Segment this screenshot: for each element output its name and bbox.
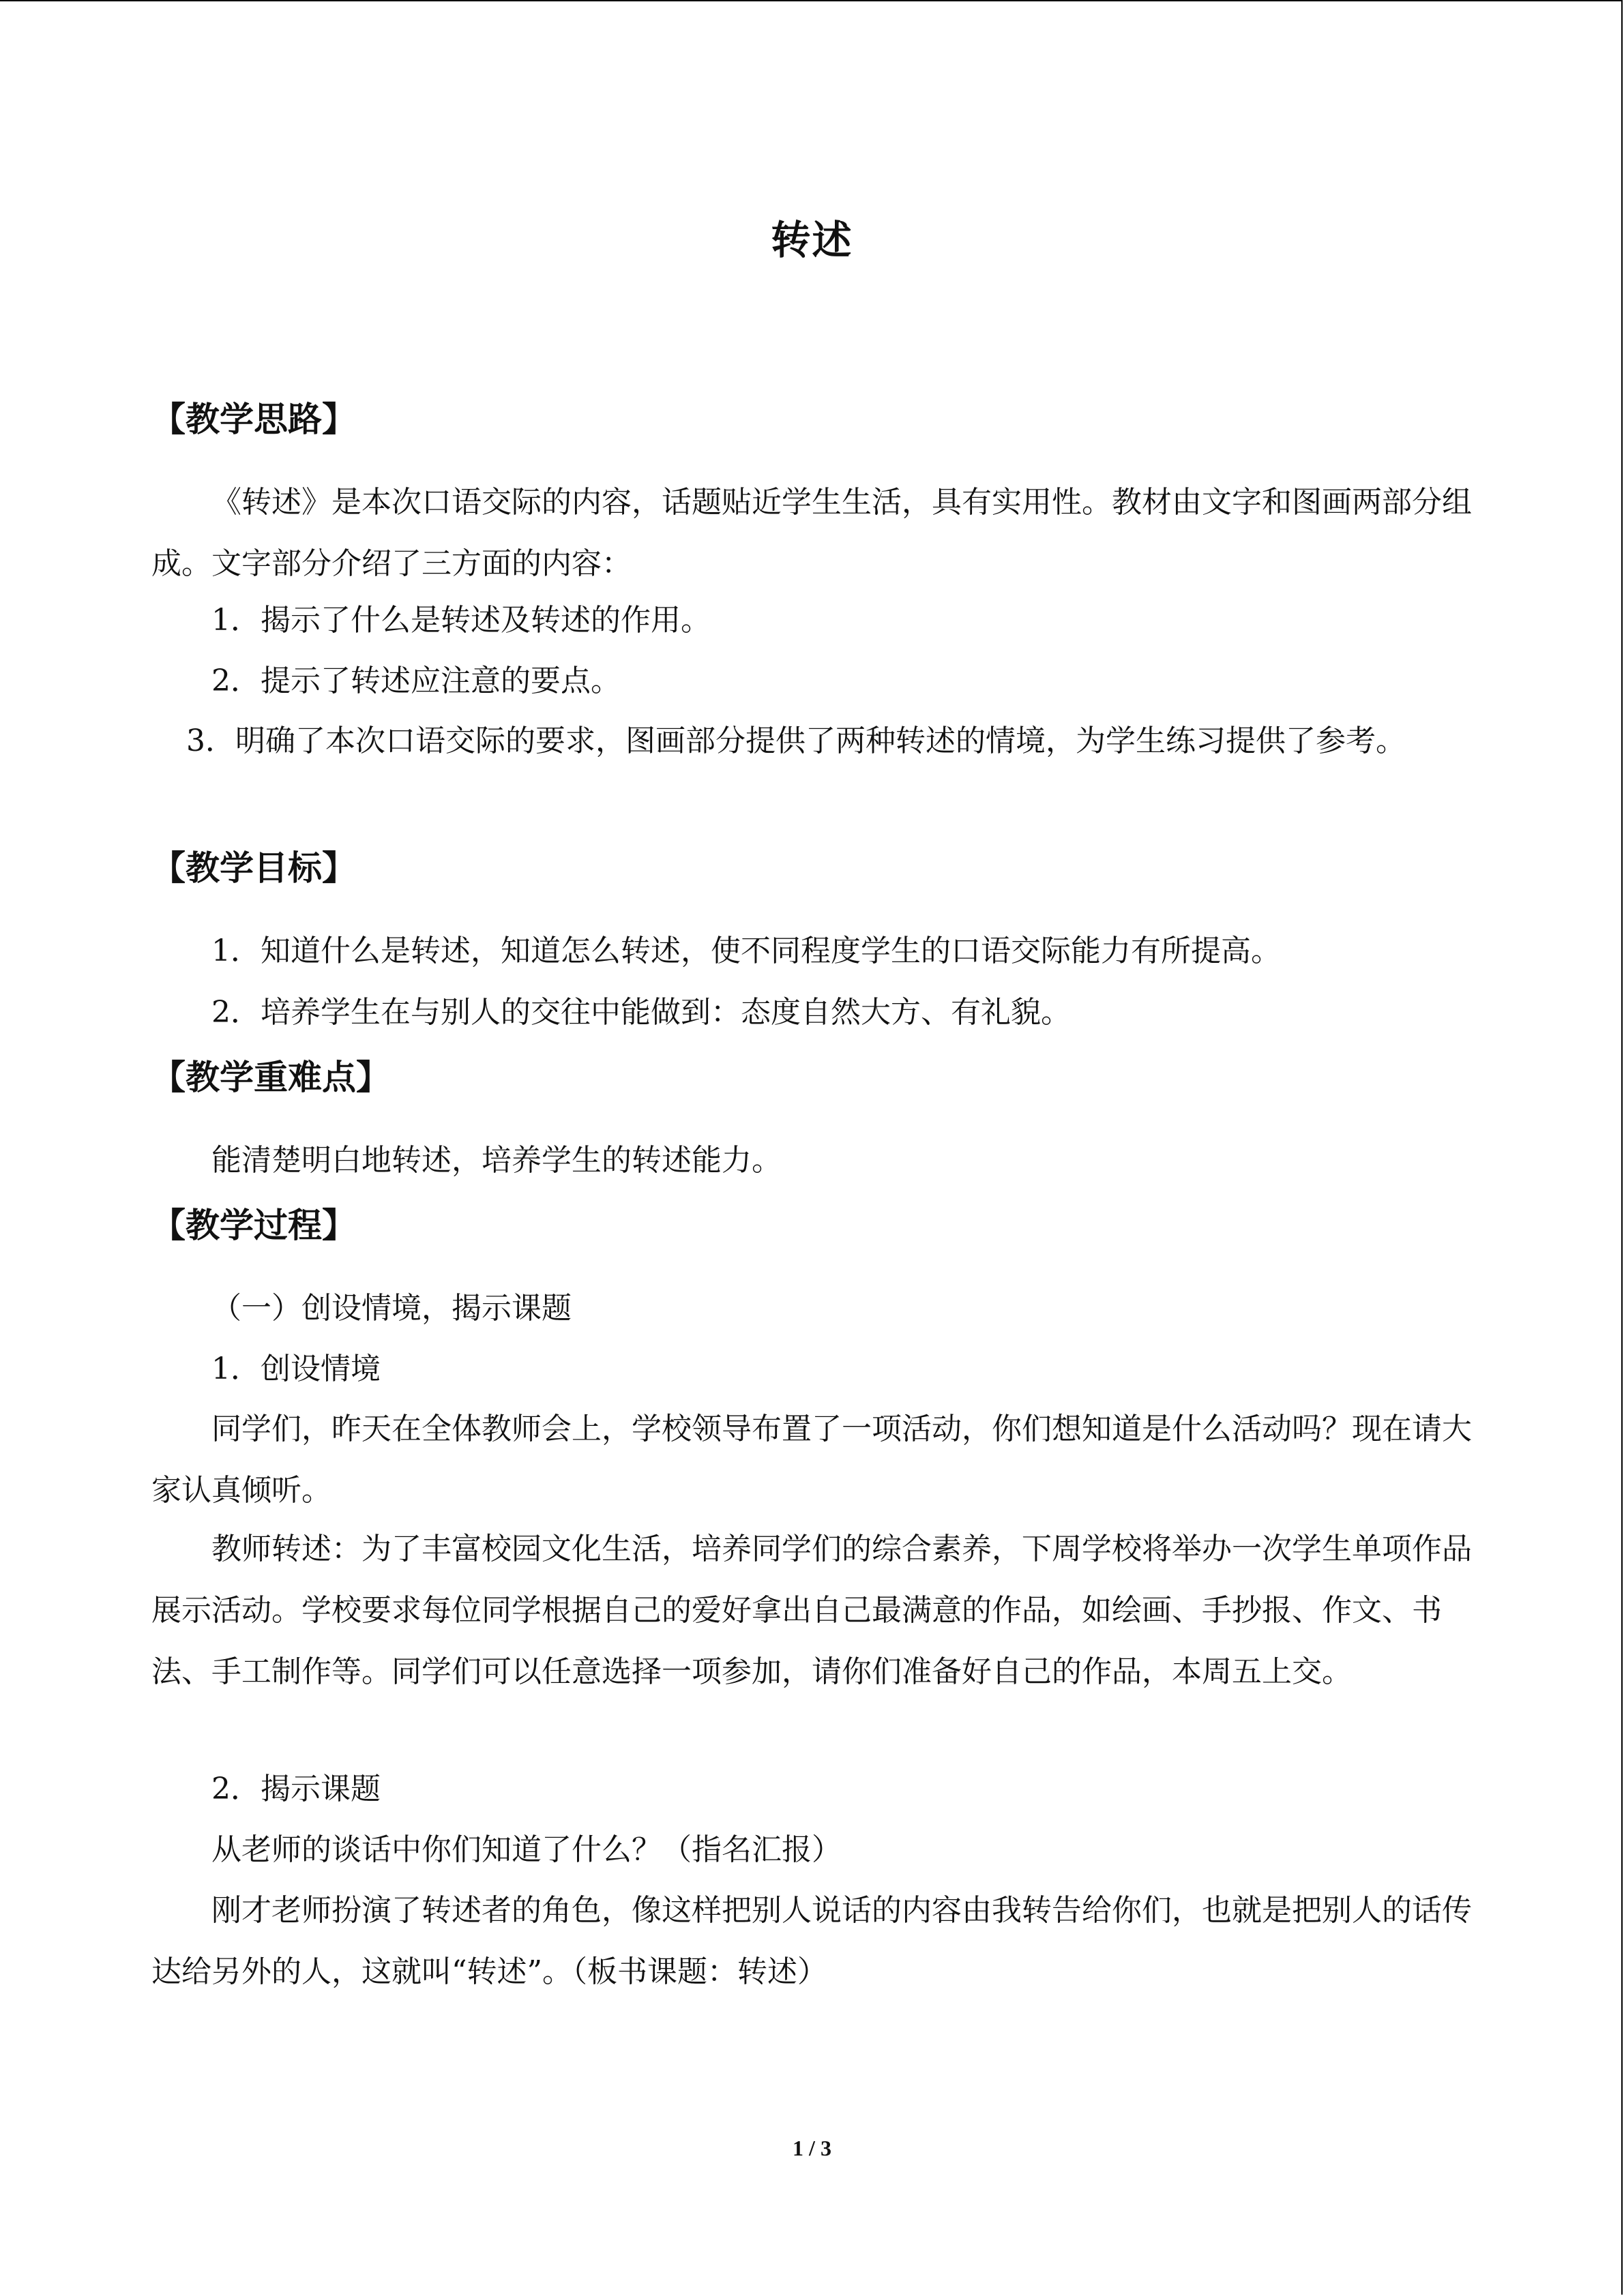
paragraph-ask-report: 从老师的谈话中你们知道了什么？（指名汇报） [211, 1832, 842, 1867]
paragraph-activity-question: 同学们，昨天在全体教师会上，学校领导布置了一项活动，你们想知道是什么活动吗？现在请大家认真倾听。 [151, 1412, 1472, 1508]
list-item-approach-1: 1．揭示了什么是转述及转述的作用。 [211, 603, 711, 638]
subheading-create-situation: （一）创设情境，揭示课题 [211, 1291, 572, 1326]
paragraph-approach-intro: 《转述》是本次口语交际的内容，话题贴近学生生活，具有实用性。教材由文字和图画两部分组成。文字部分介绍了三方面的内容： [151, 485, 1472, 581]
heading-key-points: 【教学重难点】 [151, 1058, 390, 1097]
heading-teaching-approach: 【教学思路】 [151, 400, 356, 439]
heading-teaching-goals: 【教学目标】 [151, 848, 356, 888]
paragraph-teacher-relay: 教师转述：为了丰富校园文化生活，培养同学们的综合素养，下周学校将举办一次学生单项作品展示活动。学校要求每位同学根据自己的爱好拿出自己最满意的作品，如绘画、手抄报、作文、书法、手工制作等。同学们可以任意选择一项参加，请你们准备好自己的作品，本周五上交。 [151, 1532, 1472, 1689]
page-title: 转述 [771, 217, 853, 263]
list-item-goal-2: 2．培养学生在与别人的交往中能做到：态度自然大方、有礼貌。 [211, 995, 1071, 1030]
page-number: 1 / 3 [793, 2136, 831, 2160]
paragraph-define-relay: 刚才老师扮演了转述者的角色，像这样把别人说话的内容由我转告给你们，也就是把别人的话传达给另外的人，这就叫“转述”。（板书课题：转述） [151, 1893, 1472, 1989]
step-create-situation: 1．创设情境 [211, 1352, 381, 1386]
list-item-approach-3: 3．明确了本次口语交际的要求，图画部分提供了两种转述的情境，为学生练习提供了参考。 [186, 724, 1406, 758]
paragraph-key-points: 能清楚明白地转述，培养学生的转述能力。 [211, 1143, 782, 1178]
list-item-goal-1: 1．知道什么是转述，知道怎么转述，使不同程度学生的口语交际能力有所提高。 [211, 934, 1281, 968]
step-reveal-topic: 2．揭示课题 [211, 1772, 381, 1806]
list-item-approach-2: 2．提示了转述应注意的要点。 [211, 664, 621, 698]
heading-teaching-process: 【教学过程】 [151, 1206, 356, 1245]
